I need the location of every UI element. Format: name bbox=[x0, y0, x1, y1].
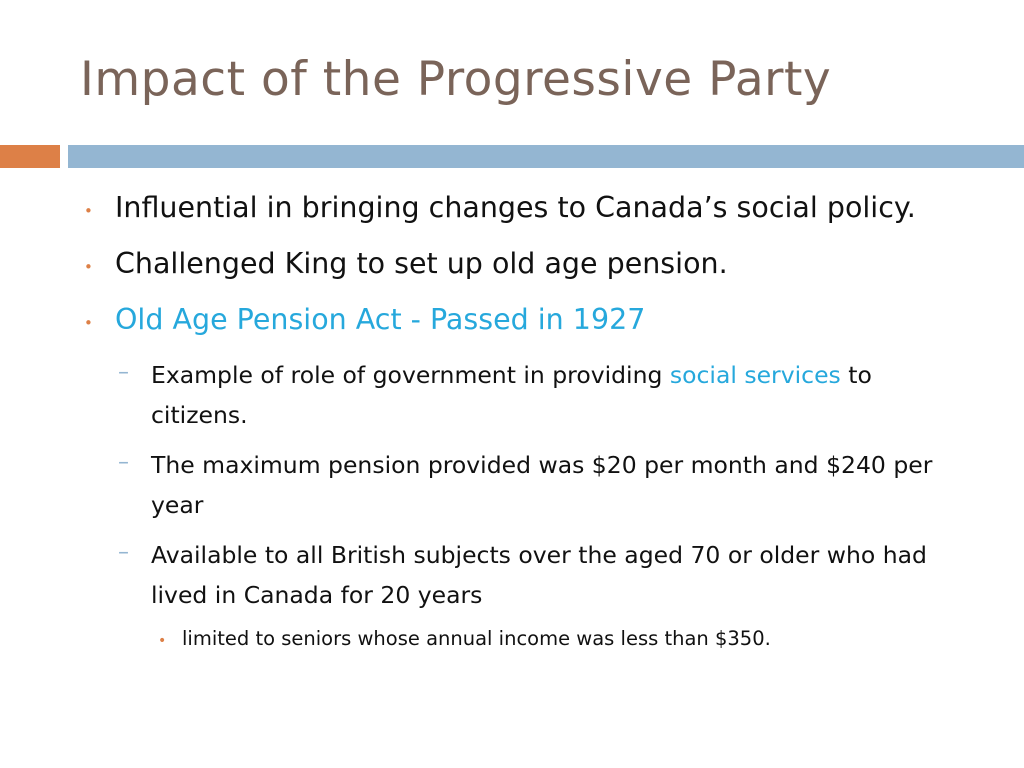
sub-bullet-item-3: Available to all British subjects over the aged 70 or older who had lived in Canada for 20 years bbox=[151, 541, 927, 609]
bullet-item-3: Old Age Pension Act - Passed in 1927 bbox=[115, 303, 646, 336]
sub-bullet-text: to citizens. bbox=[151, 361, 872, 429]
sub-bullet-item-1 bbox=[151, 355, 971, 435]
dash-icon: – bbox=[118, 360, 129, 385]
bullet-icon: • bbox=[84, 314, 93, 332]
bullet-icon: • bbox=[84, 202, 93, 220]
accent-bar-blue bbox=[68, 145, 1024, 168]
highlight-text: social services bbox=[669, 361, 841, 389]
sub-bullet-item-2: The maximum pension provided was $20 per month and $240 per year bbox=[151, 451, 933, 519]
sub-bullet-text: Example of role of government in providing bbox=[151, 361, 670, 389]
dash-icon: – bbox=[118, 540, 129, 565]
bullet-item-2: Challenged King to set up old age pension. bbox=[115, 247, 728, 280]
dash-icon: – bbox=[118, 450, 129, 475]
sub-sub-bullet-item-1: limited to seniors whose annual income was less than $350. bbox=[182, 627, 771, 650]
bullet-icon: • bbox=[84, 258, 93, 276]
slide-title: Impact of the Progressive Party bbox=[80, 52, 832, 107]
accent-bar-orange bbox=[0, 145, 60, 168]
bullet-icon: • bbox=[158, 633, 167, 649]
bullet-item-1: Influential in bringing changes to Canada’s social policy. bbox=[115, 191, 916, 224]
